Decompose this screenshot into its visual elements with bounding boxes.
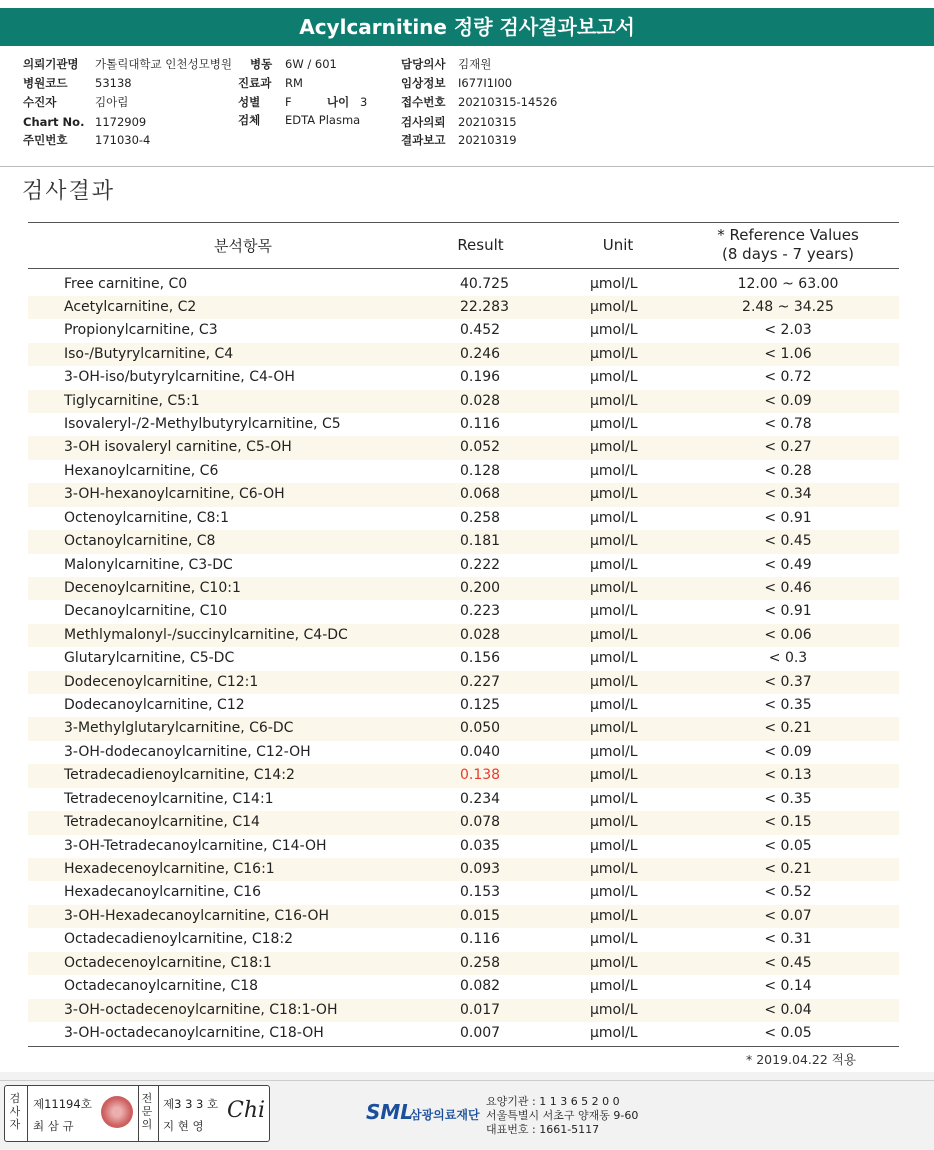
table-header-line (28, 268, 899, 269)
row-unit: μmol/L (590, 298, 638, 315)
row-name: Tiglycarnitine, C5:1 (64, 392, 200, 409)
row-name: Methlymalonyl-/succinylcarnitine, C4-DC (64, 626, 348, 643)
row-name: 3-OH-octadecanoylcarnitine, C18-OH (64, 1024, 324, 1041)
row-reference: < 0.13 (764, 767, 812, 784)
row-result: 0.035 (460, 837, 501, 854)
row-result: 0.153 (460, 884, 501, 901)
request-label: 검사의뢰 (401, 115, 446, 129)
sign-divider (138, 1086, 139, 1141)
row-result: 0.246 (460, 345, 501, 362)
row-result: 0.234 (460, 790, 501, 807)
row-name: Octenoylcarnitine, C8:1 (64, 509, 230, 526)
table-row (28, 717, 899, 740)
table-row (28, 319, 899, 342)
row-reference: < 0.3 (768, 650, 808, 667)
dept-label: 진료과 (238, 76, 272, 90)
row-result: 0.007 (460, 1024, 501, 1041)
row-result: 0.156 (460, 650, 501, 667)
table-row (28, 366, 899, 389)
row-unit: μmol/L (590, 275, 638, 292)
resident-label: 주민번호 (23, 133, 68, 147)
table-row (28, 999, 899, 1022)
tester-label: 검사자 (9, 1092, 21, 1131)
table-row (28, 764, 899, 787)
row-unit: μmol/L (590, 790, 638, 807)
row-name: Octanoylcarnitine, C8 (64, 533, 216, 550)
row-name: 3-OH-dodecanoylcarnitine, C12-OH (64, 743, 311, 760)
row-result: 40.725 (460, 275, 509, 292)
row-unit: μmol/L (590, 486, 638, 503)
institution-value: 가톨릭대학교 인천성모병원 (95, 57, 232, 71)
row-name: Glutarylcarnitine, C5-DC (64, 650, 235, 667)
row-result: 0.138 (460, 767, 501, 784)
row-result: 0.028 (460, 626, 501, 643)
row-unit: μmol/L (590, 837, 638, 854)
specimen-value: EDTA Plasma (285, 113, 361, 127)
row-reference: < 1.06 (764, 345, 812, 362)
row-unit: μmol/L (590, 650, 638, 667)
row-reference: < 0.31 (764, 931, 812, 948)
table-row (28, 600, 899, 623)
table-row (28, 483, 899, 506)
row-unit: μmol/L (590, 462, 638, 479)
row-result: 0.181 (460, 533, 501, 550)
row-unit: μmol/L (590, 392, 638, 409)
header-reference-line1: * Reference Values (717, 226, 859, 244)
row-name: 3-Methylglutarylcarnitine, C6-DC (64, 720, 294, 737)
row-reference: < 0.07 (764, 907, 812, 924)
header-reference-line2: (8 days - 7 years) (722, 245, 854, 263)
row-name: 3-OH-octadecenoylcarnitine, C18:1-OH (64, 1001, 338, 1018)
chart-label: Chart No. (23, 115, 85, 129)
row-result: 0.258 (460, 509, 501, 526)
row-result: 22.283 (460, 298, 509, 315)
doctor-label: 담당의사 (401, 57, 446, 71)
row-unit: μmol/L (590, 626, 638, 643)
table-row (28, 1022, 899, 1045)
row-reference: < 0.27 (764, 439, 812, 456)
row-name: Tetradecanoylcarnitine, C14 (64, 814, 260, 831)
tester-name: 최 삼 규 (33, 1119, 74, 1133)
ward-label: 병동 (250, 57, 273, 71)
row-name: Decenoylcarnitine, C10:1 (64, 579, 241, 596)
sign-divider (27, 1086, 28, 1141)
report-date-label: 결과보고 (401, 133, 446, 147)
table-row (28, 296, 899, 319)
row-unit: μmol/L (590, 1024, 638, 1041)
specialist-label: 전문의 (141, 1092, 153, 1131)
row-reference: < 2.03 (764, 322, 812, 339)
row-reference: < 0.34 (764, 486, 812, 503)
row-reference: < 0.05 (764, 837, 812, 854)
row-result: 0.052 (460, 439, 501, 456)
logo-mark: SML (366, 1100, 414, 1124)
row-result: 0.068 (460, 486, 501, 503)
row-reference: < 0.15 (764, 814, 812, 831)
row-name: 3-OH-hexanoylcarnitine, C6-OH (64, 486, 285, 503)
receipt-label: 접수번호 (401, 95, 446, 109)
row-result: 0.082 (460, 978, 501, 995)
signature: Chi (227, 1098, 266, 1123)
sex-label: 성별 (238, 95, 261, 109)
row-name: 3-OH-Hexadecanoylcarnitine, C16-OH (64, 907, 329, 924)
table-row (28, 858, 899, 881)
row-name: 3-OH isovaleryl carnitine, C5-OH (64, 439, 292, 456)
row-unit: μmol/L (590, 767, 638, 784)
row-unit: μmol/L (590, 978, 638, 995)
table-row (28, 928, 899, 951)
seal-stamp-icon (101, 1096, 133, 1128)
row-unit: μmol/L (590, 884, 638, 901)
row-result: 0.040 (460, 743, 501, 760)
row-name: Octadecadienoylcarnitine, C18:2 (64, 931, 294, 948)
table-row (28, 413, 899, 436)
row-reference: < 0.05 (764, 1024, 812, 1041)
table-row (28, 273, 899, 296)
table-row (28, 741, 899, 764)
table-row (28, 624, 899, 647)
header-unit: Unit (602, 236, 634, 254)
table-row (28, 436, 899, 459)
row-name: Octadecenoylcarnitine, C18:1 (64, 954, 272, 971)
row-name: Hexadecanoylcarnitine, C16 (64, 884, 262, 901)
row-unit: μmol/L (590, 509, 638, 526)
row-name: Octadecanoylcarnitine, C18 (64, 978, 259, 995)
table-row (28, 507, 899, 530)
specialist-license: 제3 3 3 호 (163, 1097, 219, 1111)
row-reference: < 0.06 (764, 626, 812, 643)
row-name: Iso-/Butyrylcarnitine, C4 (64, 345, 234, 362)
age-label: 나이 (327, 95, 350, 109)
row-reference: < 0.09 (764, 743, 812, 760)
resident-value: 171030-4 (95, 133, 151, 147)
row-unit: μmol/L (590, 369, 638, 386)
row-reference: < 0.35 (764, 790, 812, 807)
table-row (28, 811, 899, 834)
report-title: Acylcarnitine 정량 검사결과보고서 (0, 8, 934, 46)
header-item: 분석항목 (214, 236, 272, 255)
row-result: 0.125 (460, 697, 501, 714)
table-bottom-line (28, 1046, 899, 1047)
row-unit: μmol/L (590, 954, 638, 971)
row-reference: 12.00 ~ 63.00 (737, 275, 839, 292)
receipt-value: 20210315-14526 (458, 95, 558, 109)
row-reference: 2.48 ~ 34.25 (742, 298, 834, 315)
row-unit: μmol/L (590, 533, 638, 550)
org-address (486, 1095, 638, 1137)
row-name: 3-OH-iso/butyrylcarnitine, C4-OH (64, 369, 295, 386)
row-unit: μmol/L (590, 439, 638, 456)
row-result: 0.222 (460, 556, 501, 573)
row-reference: < 0.14 (764, 978, 812, 995)
row-name: Propionylcarnitine, C3 (64, 322, 218, 339)
row-name: Dodecenoylcarnitine, C12:1 (64, 673, 259, 690)
row-name: Hexanoylcarnitine, C6 (64, 462, 219, 479)
row-reference: < 0.91 (764, 509, 812, 526)
table-row (28, 788, 899, 811)
row-name: Acetylcarnitine, C2 (64, 298, 197, 315)
row-reference: < 0.52 (764, 884, 812, 901)
hospital-code-label: 병원코드 (23, 76, 68, 90)
table-row (28, 390, 899, 413)
footer-divider (0, 1080, 934, 1081)
patient-info (0, 47, 934, 167)
chart-value: 1172909 (95, 115, 147, 129)
row-name: Tetradecadienoylcarnitine, C14:2 (64, 767, 295, 784)
org-name: 삼광의료재단 (410, 1108, 480, 1122)
row-reference: < 0.04 (764, 1001, 812, 1018)
table-row (28, 975, 899, 998)
doctor-value: 김재원 (458, 57, 492, 71)
report-date-value: 20210319 (458, 133, 517, 147)
clinical-label: 임상정보 (401, 76, 446, 90)
row-unit: μmol/L (590, 673, 638, 690)
row-name: Dodecanoylcarnitine, C12 (64, 697, 245, 714)
institution-label: 의뢰기관명 (23, 57, 79, 71)
dept-value: RM (285, 76, 303, 90)
table-row (28, 343, 899, 366)
row-result: 0.452 (460, 322, 501, 339)
ward-value: 6W / 601 (285, 57, 337, 71)
tester-license: 제11194호 (33, 1097, 92, 1111)
row-result: 0.223 (460, 603, 501, 620)
row-unit: μmol/L (590, 1001, 638, 1018)
hospital-code-value: 53138 (95, 76, 132, 90)
header-reference (688, 222, 888, 268)
row-reference: < 0.49 (764, 556, 812, 573)
row-unit: μmol/L (590, 743, 638, 760)
request-value: 20210315 (458, 115, 517, 129)
row-result: 0.028 (460, 392, 501, 409)
table-row (28, 952, 899, 975)
row-name: Malonylcarnitine, C3-DC (64, 556, 233, 573)
row-result: 0.116 (460, 416, 501, 433)
row-name: Tetradecenoylcarnitine, C14:1 (64, 790, 274, 807)
row-unit: μmol/L (590, 556, 638, 573)
row-result: 0.050 (460, 720, 501, 737)
section-title: 검사결과 (22, 179, 116, 204)
table-row (28, 554, 899, 577)
row-result: 0.227 (460, 673, 501, 690)
row-reference: < 0.28 (764, 462, 812, 479)
table-row (28, 460, 899, 483)
row-reference: < 0.21 (764, 720, 812, 737)
reference-note: * 2019.04.22 적용 (746, 1052, 856, 1067)
row-reference: < 0.09 (764, 392, 812, 409)
age-value: 3 (360, 95, 368, 109)
sign-divider (158, 1086, 159, 1141)
specimen-label: 검체 (238, 113, 261, 127)
row-reference: < 0.91 (764, 603, 812, 620)
row-result: 0.116 (460, 931, 501, 948)
row-reference: < 0.45 (764, 533, 812, 550)
patient-label: 수진자 (23, 95, 57, 109)
phone: 대표번호 : 1661-5117 (486, 1123, 600, 1136)
row-reference: < 0.72 (764, 369, 812, 386)
row-reference: < 0.21 (764, 861, 812, 877)
row-unit: μmol/L (590, 345, 638, 362)
header-result: Result (457, 236, 504, 254)
signature-box (4, 1085, 270, 1142)
table-row (28, 530, 899, 553)
specialist-name: 지 현 영 (163, 1119, 204, 1133)
institution-number: 요양기관 : 1 1 3 6 5 2 0 0 (486, 1095, 620, 1108)
row-result: 0.017 (460, 1001, 501, 1018)
row-reference: < 0.37 (764, 673, 812, 690)
row-unit: μmol/L (590, 416, 638, 433)
divider (0, 166, 934, 167)
row-unit: μmol/L (590, 814, 638, 831)
row-name: 3-OH-Tetradecanoylcarnitine, C14-OH (64, 837, 327, 854)
table-row (28, 671, 899, 694)
table-row (28, 577, 899, 600)
row-unit: μmol/L (590, 907, 638, 924)
row-result: 0.093 (460, 861, 501, 877)
row-unit: μmol/L (590, 720, 638, 737)
row-result: 0.128 (460, 462, 501, 479)
patient-value: 김아림 (95, 95, 129, 109)
row-result: 0.196 (460, 369, 501, 386)
row-unit: μmol/L (590, 579, 638, 596)
row-name: Isovaleryl-/2-Methylbutyrylcarnitine, C5 (64, 416, 341, 433)
row-result: 0.078 (460, 814, 501, 831)
row-unit: μmol/L (590, 861, 638, 877)
row-name: Free carnitine, C0 (64, 275, 188, 292)
clinical-value: I677I1I00 (458, 76, 513, 90)
row-name: Decanoylcarnitine, C10 (64, 603, 228, 620)
row-unit: μmol/L (590, 603, 638, 620)
row-unit: μmol/L (590, 322, 638, 339)
row-reference: < 0.46 (764, 579, 812, 596)
table-row (28, 694, 899, 717)
row-result: 0.200 (460, 579, 501, 596)
row-reference: < 0.45 (764, 954, 812, 971)
row-unit: μmol/L (590, 931, 638, 948)
address: 서울특별시 서초구 양재동 9-60 (486, 1109, 639, 1122)
row-reference: < 0.35 (764, 697, 812, 714)
table-row (28, 905, 899, 928)
table-row (28, 835, 899, 858)
sex-value: F (285, 95, 292, 109)
table-row (28, 647, 899, 670)
row-name: Hexadecenoylcarnitine, C16:1 (64, 861, 275, 877)
row-reference: < 0.78 (764, 416, 812, 433)
row-unit: μmol/L (590, 697, 638, 714)
row-result: 0.015 (460, 907, 501, 924)
table-row (28, 881, 899, 904)
row-result: 0.258 (460, 954, 501, 971)
